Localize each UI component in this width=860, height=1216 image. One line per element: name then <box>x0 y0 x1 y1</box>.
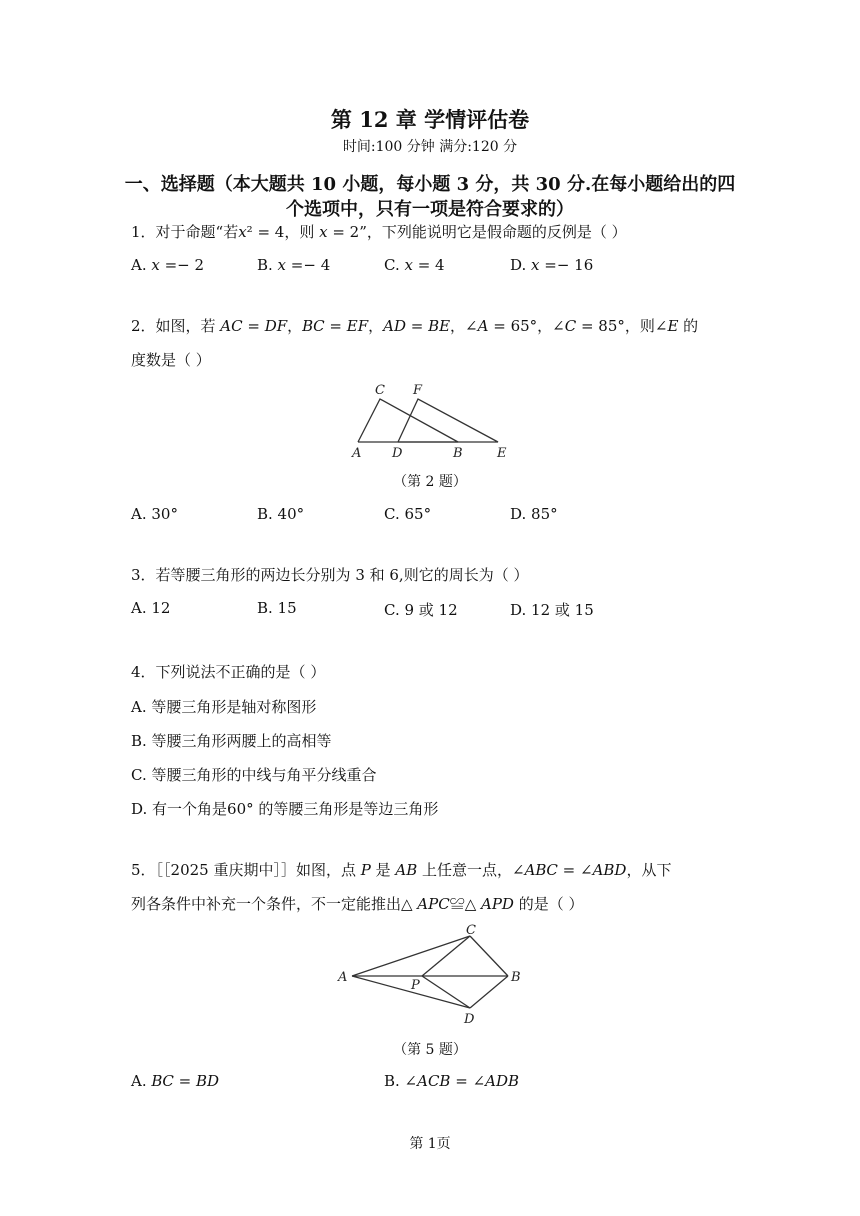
q4-option-d: D. 有一个角是60° 的等腰三角形是等边三角形 <box>131 800 439 818</box>
figure-q2-triangles <box>340 378 530 462</box>
segment-pc <box>422 936 470 976</box>
question-3-stem: 3．若等腰三角形的两边长分别为 3 和 6,则它的周长为（ ） <box>131 566 529 584</box>
label-p: P <box>411 978 420 993</box>
label-d: D <box>464 1012 475 1027</box>
question-5-stem-line1: 5．［［2025 重庆期中］］如图，点 𝑃 是 𝐴𝐵 上任意一点，∠𝐴𝐵𝐶 = ∠𝐴𝐵𝐷，从下 <box>131 861 672 879</box>
label-c: C <box>466 923 476 938</box>
question-2-stem-line2: 度数是（ ） <box>131 351 211 369</box>
q4-option-b: B. 等腰三角形两腰上的高相等 <box>131 732 332 750</box>
label-c: C <box>375 383 385 398</box>
question-5-stem-line2: 列各条件中补充一个条件，不一定能推出△ 𝐴𝑃𝐶≌△ 𝐴𝑃𝐷 的是（ ） <box>131 895 584 913</box>
triangle-dfe <box>398 399 498 442</box>
q5-option-a: A. 𝐵𝐶 = 𝐵𝐷 <box>131 1072 220 1090</box>
q1-option-c: C. 𝑥 = 4 <box>384 256 445 274</box>
q2-option-a: A. 30° <box>131 505 178 523</box>
q2-option-d: D. 85° <box>510 505 558 523</box>
label-b: B <box>453 446 463 461</box>
label-a: A <box>352 446 362 461</box>
figure-2-caption: （第 2 题） <box>393 474 467 490</box>
label-d: D <box>392 446 403 461</box>
q4-option-c: C. 等腰三角形的中线与角平分线重合 <box>131 766 377 784</box>
q3-option-a: A. 12 <box>131 599 171 617</box>
segment-ac <box>352 936 470 976</box>
label-e: E <box>497 446 507 461</box>
segment-db <box>470 976 508 1008</box>
q4-option-a: A. 等腰三角形是轴对称图形 <box>131 698 317 716</box>
q2-option-b: B. 40° <box>257 505 305 523</box>
segment-pd <box>422 976 470 1008</box>
q1-option-b: B. 𝑥 =− 4 <box>257 256 331 274</box>
q3-option-b: B. 15 <box>257 599 297 617</box>
question-4-stem: 4．下列说法不正确的是（ ） <box>131 663 326 681</box>
section-heading: 一、选择题（本大题共 10 小题，每小题 3 分，共 30 分.在每小题给出的四个选项中，只有一项是符合要求的） <box>124 174 736 220</box>
q1-option-d: D. 𝑥 =− 16 <box>510 256 594 274</box>
figure-5-caption: （第 5 题） <box>393 1042 467 1058</box>
q2-option-c: C. 65° <box>384 505 432 523</box>
q5-option-b: B. ∠𝐴𝐶𝐵 = ∠𝐴𝐷𝐵 <box>384 1072 520 1090</box>
q1-option-a: A. 𝑥 =− 2 <box>131 256 205 274</box>
label-f: F <box>413 383 423 398</box>
question-2-stem-line1: 2．如图，若 𝐴𝐶 = 𝐷𝐹，𝐵𝐶 = 𝐸𝐹，𝐴𝐷 = 𝐵𝐸，∠𝐴 = 65°，∠𝐶 = 85°，则∠𝐸 的 <box>131 317 699 335</box>
q3-option-c: C. 9 或 12 <box>384 601 458 619</box>
figure-q5-kite <box>330 922 535 1030</box>
page-number: 第 1页 <box>409 1136 451 1152</box>
segment-cb <box>470 936 508 976</box>
q3-option-d: D. 12 或 15 <box>510 601 594 619</box>
page-title: 第 12 章 学情评估卷 <box>330 107 530 132</box>
label-b: B <box>511 970 521 985</box>
exam-info: 时间:100 分钟 满分:120 分 <box>342 139 518 155</box>
question-1-stem: 1．对于命题“若𝑥² = 4，则 𝑥 = 2”，下列能说明它是假命题的反例是（ ） <box>131 223 627 241</box>
label-a: A <box>338 970 348 985</box>
